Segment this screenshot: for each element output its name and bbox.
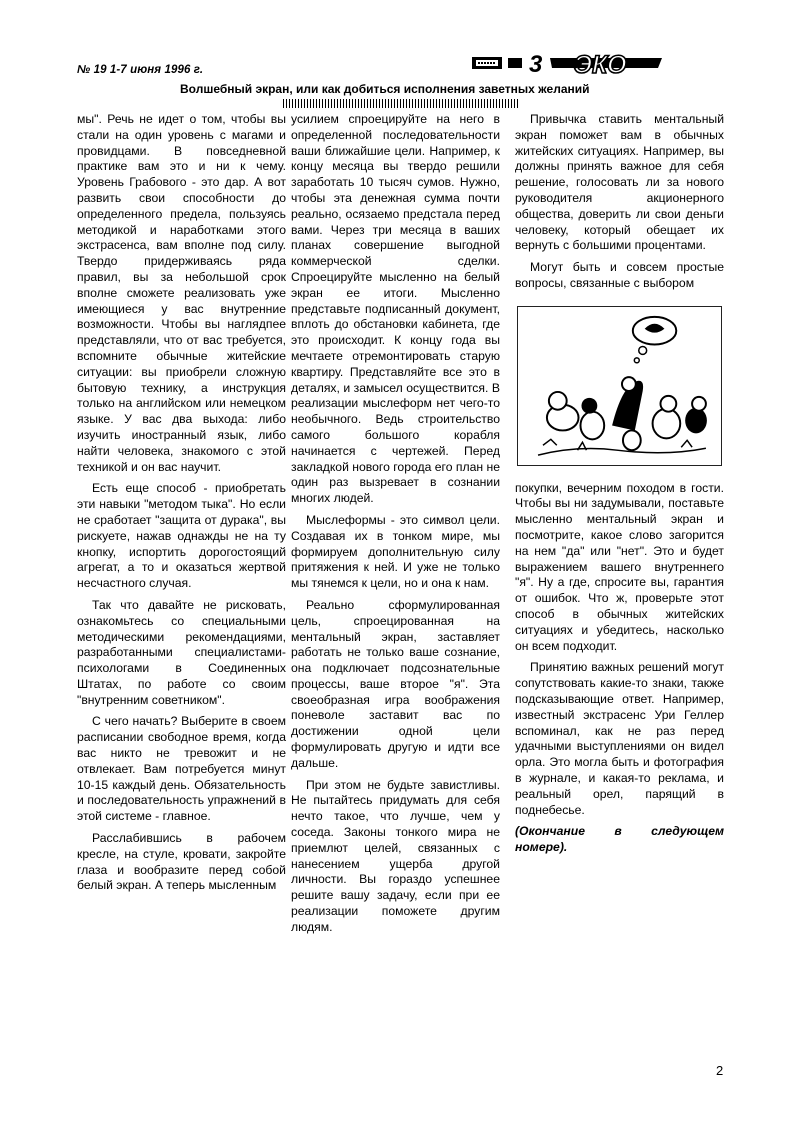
paragraph: Мыслеформы - это символ цели. Создавая их в тонком мире, мы формируем дополнительную силу притяжения к ней. И уже не только мы тянемся к цели, но и она к нам. bbox=[291, 512, 500, 591]
paragraph: Расслабившись в рабочем кресле, на стуле, кровати, закройте глаза и вообразите перед собой белый экран. А теперь мысленным bbox=[77, 831, 286, 893]
paragraph: Есть еще способ - приобретать эти навыки "методом тыка". Но если не сработает "защита от дурака", вы рискуете, нажав однажды не на ту кнопку, испортить дорогостоящий агрегат, а то и оказаться жертвой несчастного случая. bbox=[77, 481, 286, 591]
paragraph: Могут быть и совсем простые вопросы, связанные с выбором bbox=[515, 260, 724, 290]
paragraph: С чего начать? Выберите в своем расписании свободное время, когда вас никто не тревожит и не отвлекает. Вам потребуется минут 10-15 каждый день. Обязательность и последовательность упражнений в этой системе - главное. bbox=[77, 714, 286, 824]
page-number: 2 bbox=[716, 1063, 724, 1078]
paragraph: мы". Речь не идет о том, чтобы вы стали на один уровень с магами и провидцами. В повседневной практике вам это и ни к чему. Уровень Грабового - это дар. А вот развить свои способности до определенного предела, пользуясь методикой и наработками этого экстрасенса, вам вполне под силу. Твердо придерживаясь ряда правил, вы за небольшой срок вполне сможете реализовать уже имеющиеся у вас внутренние возможности. Чтобы вы наглядпее представляли, что от вас требуется, вспомните обычные житейские ситуации: вы приобрели сложную бытовую технику, а инструкция только на английском или немецком языке. У вас два выхода: либо изучить иностранный язык, либо найти человека, знакомого с этой техникой и он вас научит. bbox=[77, 112, 286, 474]
eco-logo bbox=[472, 50, 662, 76]
paragraph: Принятию важных решений могут сопутствовать какие-то знаки, также подсказывающие ответ. Например, известный экстрасенс Ури Геллер вспоминал, как не раз перед удачными выступлениями он видел орла. Это могла быть и фотография в журнале, и какая-то реклама, и реальный орел, парящий в поднебесье. bbox=[515, 660, 724, 817]
continuation-note: (Окончание в следующем номере). bbox=[515, 824, 724, 855]
issue-date: № 19 1-7 июня 1996 г. bbox=[77, 64, 204, 76]
paragraph: При этом не будьте завистливы. Не пытайтесь придумать для себя нечто такое, что лучше, чем у соседа. Законы тонкого мира не приемлют целей, связанных с нанесением ущерба другой личности. Вы гораздо успешнее решите вашу задачу, если при ее реализации поможете другим людям. bbox=[291, 777, 500, 934]
cartoon-illustration bbox=[517, 306, 722, 466]
article-title: Волшебный экран, или как добиться исполнения заветных желаний bbox=[180, 82, 590, 96]
article-column-1 bbox=[77, 112, 286, 900]
paragraph: Так что давайте не рисковать, ознакомьтесь со специальными методическими рекомендациями, разработанными специалистами-психологами в Соединенных Штатах, по работе со своим "внутренним советником". bbox=[77, 597, 286, 707]
paragraph: Реально сформулированная цель, спроецированная на ментальный экран, заставляет работать не только ваше сознание, она подключает подсознательные процессы, ваше второе "я". Эта своеобразная игра воображения поневоле заставит вас по достижении одной цели формулировать другую и идти все дальше. bbox=[291, 597, 500, 770]
paragraph: Привычка ставить ментальный экран поможет вам в обычных житейских ситуациях. Например, вы должны принять важное для себя решение, голосовать ли за нового руководителя акционерного общества, доверить ли свои деньги человеку, который обещает их вернуть с большими процентами. bbox=[515, 112, 724, 253]
svg-text:3: 3 bbox=[529, 51, 543, 76]
article-column-3 bbox=[515, 112, 724, 862]
title-underline-decoration bbox=[283, 99, 520, 108]
article-column-2 bbox=[291, 112, 500, 942]
svg-text:ЭКО: ЭКО bbox=[574, 51, 627, 76]
paragraph: усилием спроецируйте на него в определенной последовательности ваши ближайшие цели. Например, к концу месяца вы твердо решили заработать 10 тысяч сумов. Нужно, чтобы эта денежная сумма почти реально, осязаемо предстала перед вами. Через три месяца в ваших планах совершение выгодной коммерческой сделки. Спроецируйте мысленно на белый экран ее итоги. Мысленно представьте подписанный документ, вплоть до обстановки кабинета, где это происходит. К концу года вы мечтаете отремонтировать старую квартиру. Представляйте все это в деталях, и замысел осуществится. В реализации мыслеформ нет чего-то необычного. Ведь строительство самого большого корабля начинается с чертежей. Перед закладкой нового города его план не один раз вызревает в сознании многих людей. bbox=[291, 112, 500, 506]
paragraph: покупки, вечерним походом в гости. Чтобы вы ни задумывали, поставьте мысленно ментальный экран и посмотрите, какое слово загорится на нем "да" или "нет". Это и будет выражением вашего внутреннего "я". Ну а где, спросите вы, гарантия от ошибок. Что ж, проверьте этот способ в обычных житейских ситуациях и убедитесь, насколько он всем подходит. bbox=[515, 480, 724, 653]
